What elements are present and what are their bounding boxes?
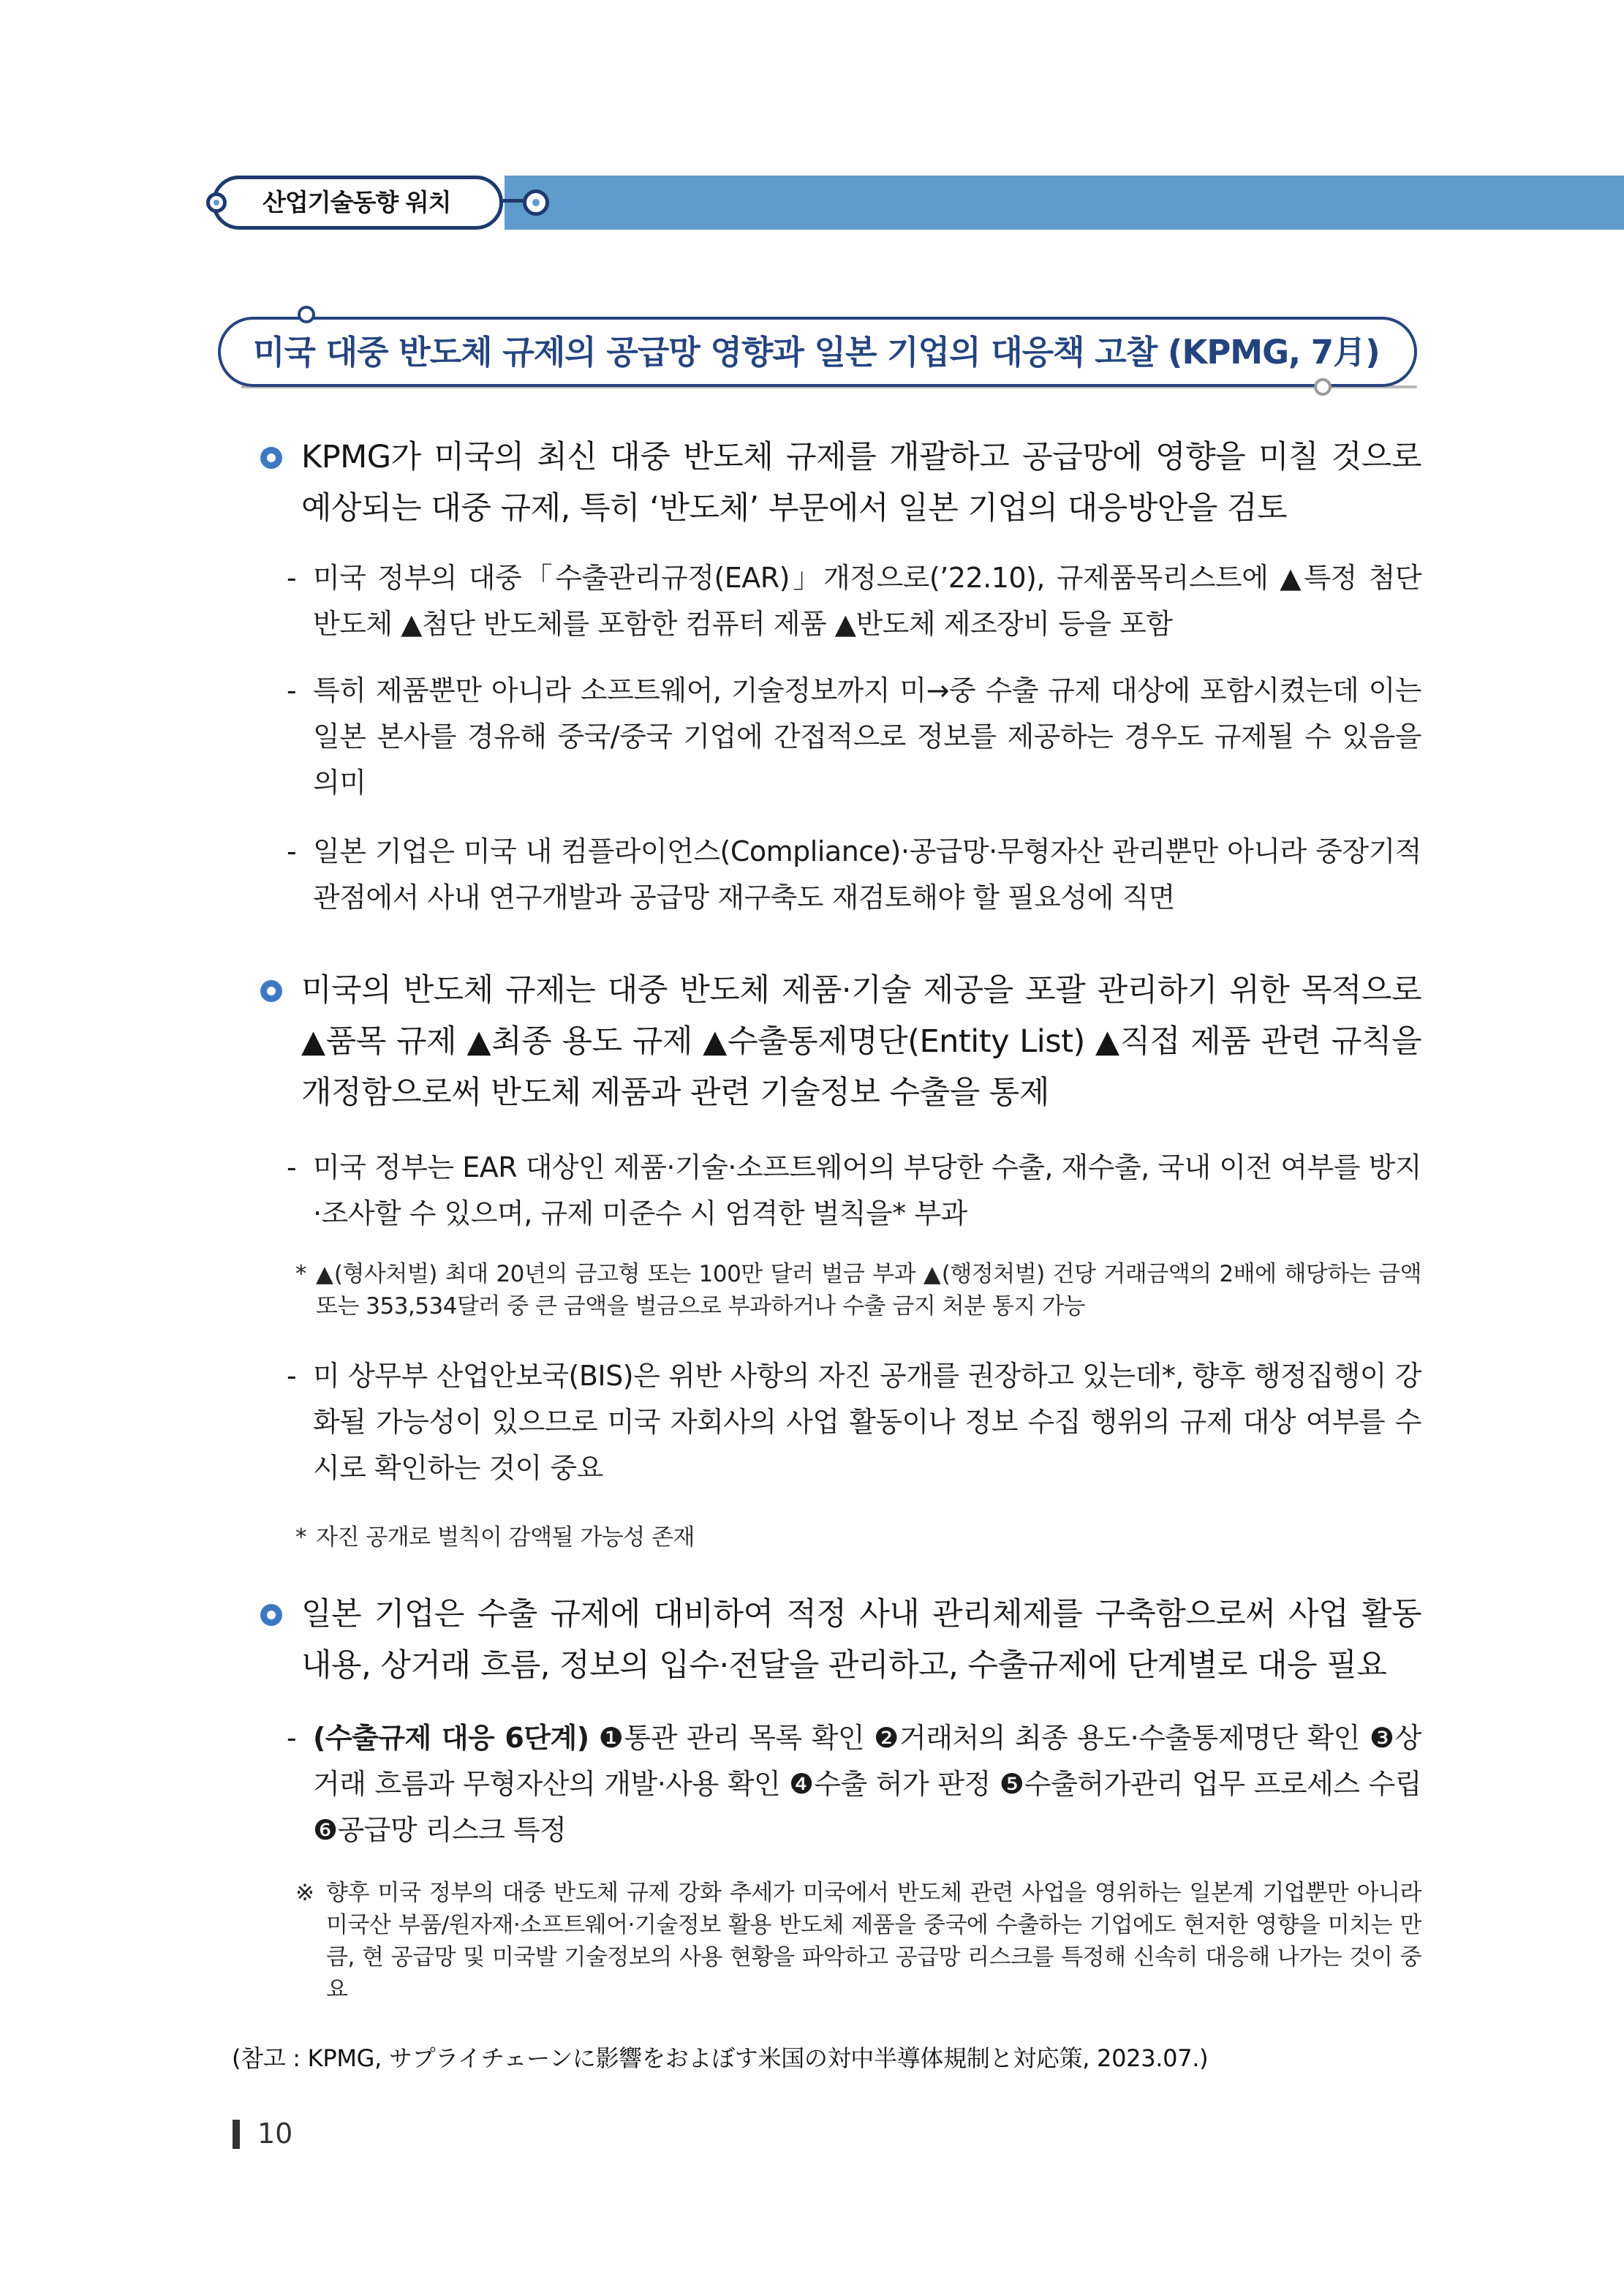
section1-point-2: 특히 제품뿐만 아니라 소프트웨어, 기술정보까지 미→중 수출 규제 대상에 포함시켰는데 이는 일본 본사를 경유해 중국/중국 기업에 간접적으로 정보를 제공하는 경우도 규제될 수 있음을 의미 (313, 674, 1421, 799)
section2-main: 미국의 반도체 규제는 대중 반도체 제품·기술 제공을 포괄 관리하기 위한 목적으로 ▲품목 규제 ▲최종 용도 규제 ▲수출통제명단(Entity List) ▲직접 제품 관련 규칙을 개정함으로써 반도체 제품과 관련 기술정보 수출을 통제 (301, 972, 1421, 1111)
page-title: 미국 대중 반도체 규제의 공급망 영향과 일본 기업의 대응책 고찰 (KPMG, 7月) (253, 333, 1380, 372)
dash-marker: - (287, 1151, 297, 1183)
footnote-star: * (295, 1261, 307, 1287)
bullet-icon (260, 447, 282, 469)
section3-remark: 향후 미국 정부의 대중 반도체 규제 강화 추세가 미국에서 반도체 관련 사업을 영위하는 일본계 기업뿐만 아니라 미국산 부품/원자재·소프트웨어·기술정보 활용 반도체 제품을 중국에 수출하는 기업에도 현저한 영향을 미치는 만큼, 현 공급망 및 미국발 기술정보의 사용 현황을 파악하고 공급망 리스크를 특정해 신속히 대응해 나가는 것이 중요 (326, 1880, 1421, 2003)
title-pin-top (298, 306, 315, 323)
section2-note-1: ▲(형사처벌) 최대 20년의 금고형 또는 100만 달러 벌금 부과 ▲(행정처벌) 건당 거래금액의 2배에 해당하는 금액 또는 353,534달러 중 큰 금액을 벌금으로 부과하거나 수출 금지 처분 통지 가능 (316, 1261, 1421, 1319)
section2-point-2: 미 상무부 산업안보국(BIS)은 위반 사항의 자진 공개를 권장하고 있는데*, 향후 행정집행이 강화될 가능성이 있으므로 미국 자회사의 사업 활동이나 정보 수집 행위의 규제 대상 여부를 수시로 확인하는 것이 중요 (313, 1360, 1421, 1484)
bullet-icon (260, 980, 282, 1002)
section-label: 산업기술동향 워치 (212, 176, 503, 230)
dash-marker: - (287, 1360, 297, 1392)
section2-note-2: 자진 공개로 벌칙이 감액될 가능성 존재 (316, 1524, 695, 1551)
section3-main: 일본 기업은 수출 규제에 대비하여 적정 사내 관리체제를 구축함으로써 사업 활동 내용, 상거래 흐름, 정보의 입수·전달을 관리하고, 수출규제에 단계별로 대응 필요 (301, 1596, 1421, 1684)
section3-point-steps: ❶통관 관리 목록 확인 ❷거래처의 최종 용도·수출통제명단 확인 ❸상거래 흐름과 무형자산의 개발·사용 확인 ❹수출 허가 판정 ❺수출허가관리 업무 프로세스 수립 ❻공급망 리스크 특정 (313, 1722, 1421, 1846)
dash-marker: - (287, 674, 297, 707)
dash-marker: - (287, 1722, 297, 1754)
title-pin-bottom (1314, 378, 1332, 396)
header-band (505, 176, 1624, 230)
page-number-bar (233, 2120, 240, 2149)
dash-marker: - (287, 835, 297, 867)
header-connector (503, 199, 525, 203)
header-right-node (523, 189, 549, 216)
section3-point-heading: (수출규제 대응 6단계) (313, 1722, 589, 1754)
dash-marker: - (287, 562, 297, 594)
reference-note: (참고 : KPMG, サプライチェーンに影響をおよぼす米国の対中半導体規制と対応策, 2023.07.) (232, 2044, 1209, 2072)
header-left-node (206, 192, 227, 213)
page-number: 10 (257, 2117, 293, 2150)
section3-point (313, 1715, 1421, 1853)
bullet-icon (260, 1604, 282, 1626)
section1-point-1: 미국 정부의 대중「수출관리규정(EAR)」개정으로(’22.10), 규제품목리스트에 ▲특정 첨단 반도체 ▲첨단 반도체를 포함한 컴퓨터 제품 ▲반도체 제조장비 등을 포함 (313, 562, 1421, 640)
section1-point-3: 일본 기업은 미국 내 컴플라이언스(Compliance)·공급망·무형자산 관리뿐만 아니라 중장기적 관점에서 사내 연구개발과 공급망 재구축도 재검토해야 할 필요성에 직면 (313, 835, 1421, 914)
footnote-star: * (295, 1524, 307, 1551)
remark-mark: ※ (295, 1880, 314, 1906)
section1-main: KPMG가 미국의 최신 대중 반도체 규제를 개괄하고 공급망에 영향을 미칠 것으로 예상되는 대중 규제, 특히 ‘반도체’ 부문에서 일본 기업의 대응방안을 검토 (301, 439, 1421, 527)
section2-point-1: 미국 정부는 EAR 대상인 제품·기술·소프트웨어의 부당한 수출, 재수출, 국내 이전 여부를 방지·조사할 수 있으며, 규제 미준수 시 엄격한 벌칙을* 부과 (313, 1151, 1421, 1230)
